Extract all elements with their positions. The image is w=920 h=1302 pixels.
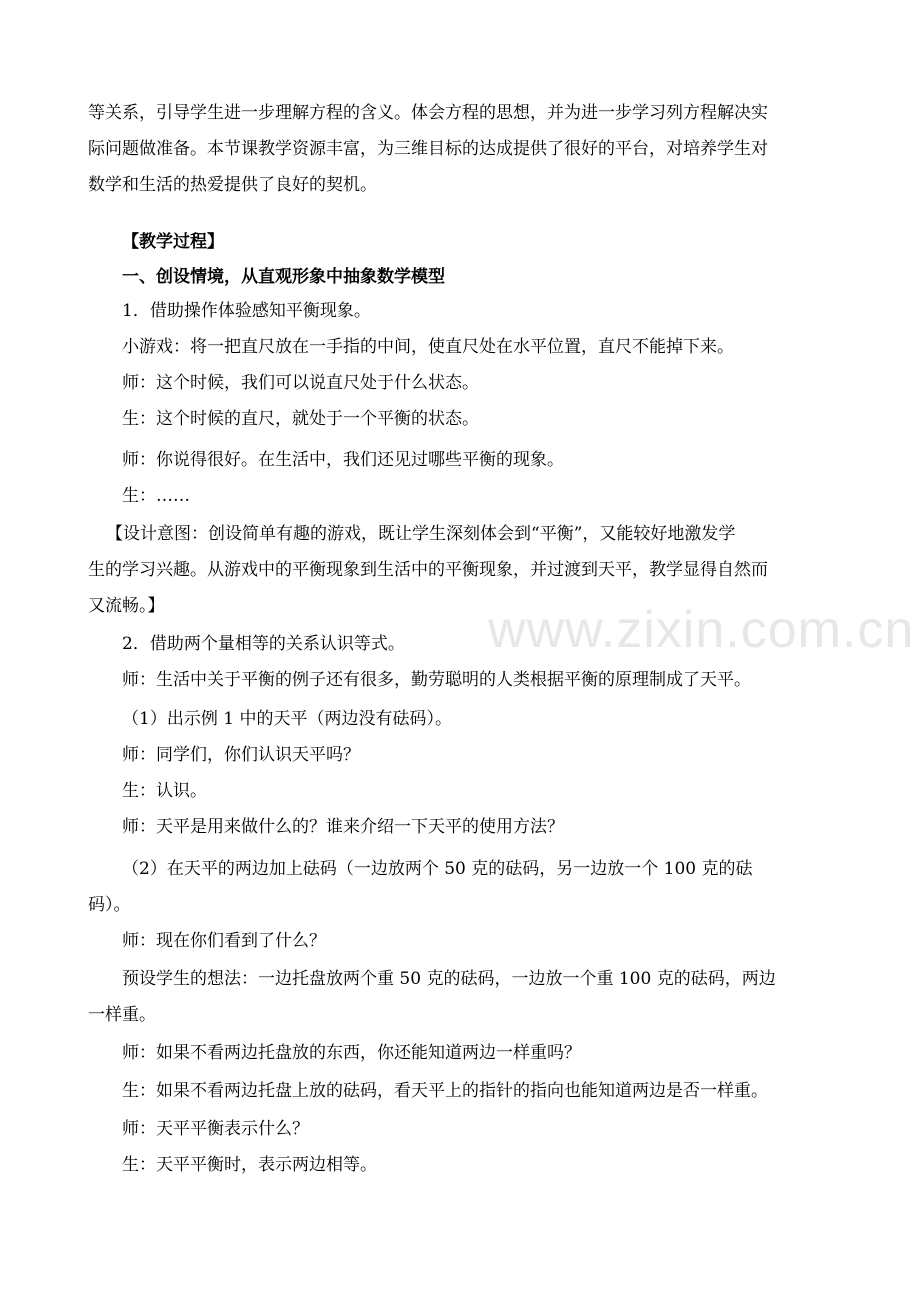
dialogue-line: 师：如果不看两边托盘放的东西，你还能知道两边一样重吗？: [122, 1043, 581, 1063]
dialogue-line: 师：天平是用来做什么的？谁来介绍一下天平的使用方法？: [122, 817, 564, 837]
paragraph-line: 预设学生的想法：一边托盘放两个重 50 克的砝码，一边放一个重 100 克的砝码，两边: [122, 969, 776, 989]
dialogue-line: 师：天平平衡表示什么？: [122, 1119, 309, 1139]
dialogue-line: 师：同学们，你们认识天平吗？: [122, 745, 360, 765]
dialogue-line: 生：认识。: [122, 781, 207, 801]
paragraph-line: 1．借助操作体验感知平衡现象。: [122, 301, 371, 321]
paragraph-line: 等关系，引导学生进一步理解方程的含义。体会方程的思想，并为进一步学习列方程解决实: [88, 103, 768, 123]
dialogue-line: 师：现在你们看到了什么？: [122, 931, 326, 951]
section-heading: 【教学过程】: [122, 232, 224, 252]
paragraph-line: 码）。: [88, 895, 131, 915]
paragraph-line: 数学和生活的热爱提供了良好的契机。: [88, 175, 377, 195]
design-intent-line: 生的学习兴趣。从游戏中的平衡现象到生活中的平衡现象，并过渡到天平，教学显得自然而: [88, 560, 768, 580]
dialogue-line: 师：你说得很好。在生活中，我们还见过哪些平衡的现象。: [122, 450, 564, 470]
watermark: www.zixin.com.cn: [488, 601, 915, 659]
paragraph-line: （1）出示例 1 中的天平（两边没有砝码）。: [122, 709, 452, 729]
paragraph-line: 际问题做准备。本节课教学资源丰富，为三维目标的达成提供了很好的平台，对培养学生对: [88, 139, 768, 159]
dialogue-line: 生：如果不看两边托盘上放的砝码，看天平上的指针的指向也能知道两边是否一样重。: [122, 1081, 768, 1101]
dialogue-line: 师：生活中关于平衡的例子还有很多，勤劳聪明的人类根据平衡的原理制成了天平。: [122, 670, 751, 690]
dialogue-line: 生：……: [122, 486, 190, 506]
dialogue-line: 生：天平平衡时，表示两边相等。: [122, 1155, 377, 1175]
design-intent-line: 【设计意图：创设简单有趣的游戏，既让学生深刻体会到“平衡”，又能较好地激发学: [106, 524, 736, 544]
paragraph-line: 小游戏：将一把直尺放在一手指的中间，使直尺处在水平位置，直尺不能掉下来。: [122, 337, 734, 357]
paragraph-line: 2．借助两个量相等的关系认识等式。: [122, 634, 405, 654]
design-intent-line: 又流畅。】: [88, 596, 165, 616]
paragraph-line: 一样重。: [88, 1005, 156, 1025]
dialogue-line: 师：这个时候，我们可以说直尺处于什么状态。: [122, 373, 479, 393]
dialogue-line: 生：这个时候的直尺，就处于一个平衡的状态。: [122, 409, 479, 429]
paragraph-line: （2）在天平的两边加上砝码（一边放两个 50 克的砝码，另一边放一个 100 克的砝: [122, 859, 753, 879]
subsection-heading: 一、创设情境，从直观形象中抽象数学模型: [122, 267, 445, 287]
